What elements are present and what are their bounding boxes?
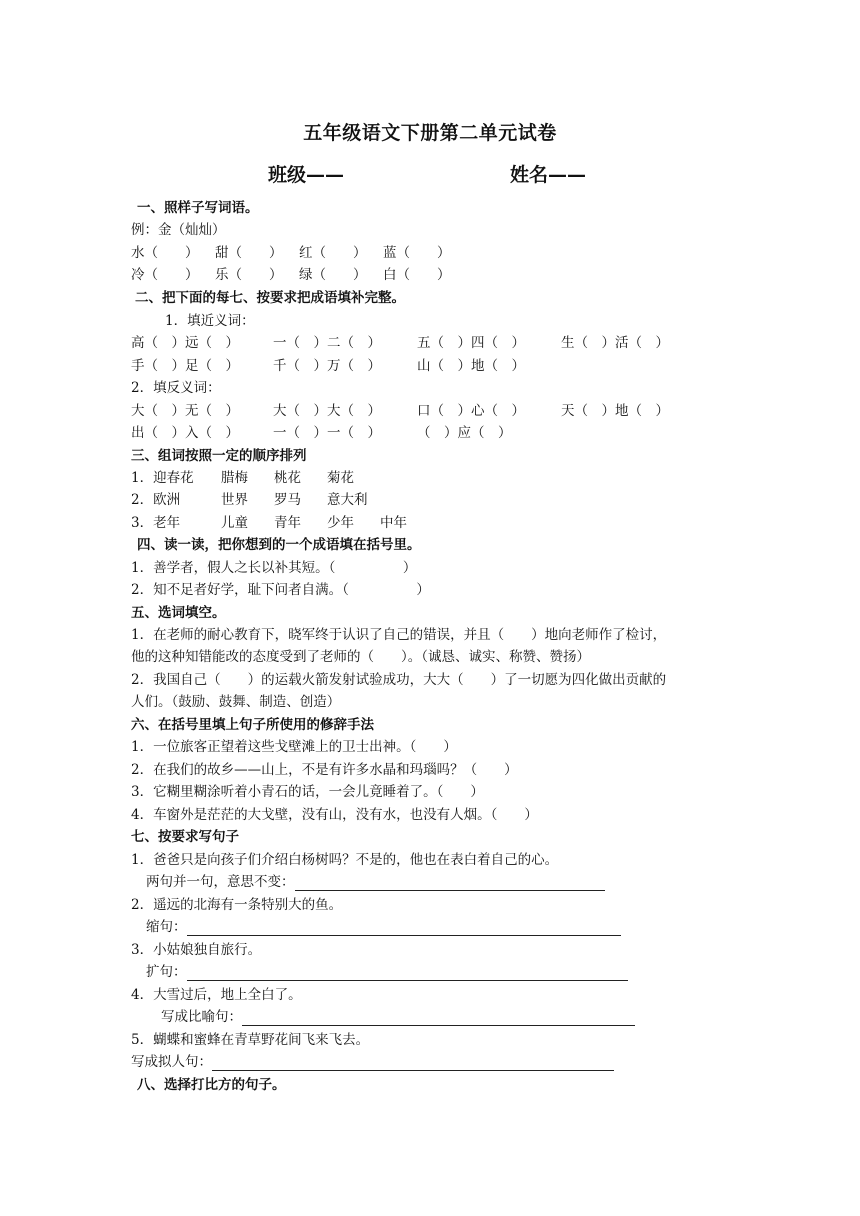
s3-word: 1．迎春花	[131, 470, 194, 486]
s7-question-3: 3．小姑娘独自旅行。	[131, 942, 262, 958]
s2-sub-1: 1．填近义词：	[165, 313, 255, 329]
s3-word: 2．欧洲	[131, 492, 181, 508]
s1-item: 白（ ）	[383, 267, 451, 283]
s5-question-1-line-2: 他的这种知错能改的态度受到了老师的（ ）。（诚恳、诚实、称赞、赞扬）	[131, 649, 590, 665]
s2-item: 山（ ）地（ ）	[417, 358, 525, 374]
s7-question-2: 2．遥远的北海有一条特别大的鱼。	[131, 897, 343, 913]
name-label: 姓名——	[510, 164, 587, 186]
s5-question-2-line-2: 人们。（鼓励、鼓舞、制造、创造）	[131, 694, 341, 710]
s2-item: 五（ ）四（ ）	[417, 335, 525, 351]
s7-prompt: 写成拟人句：	[131, 1054, 212, 1070]
s1-item: 水（ ）	[131, 245, 199, 261]
answer-line[interactable]	[187, 966, 628, 981]
s2-item: 口（ ）心（ ）	[417, 403, 525, 419]
s1-item: 红（ ）	[299, 245, 367, 261]
s2-item: 大（ ）无（ ）	[131, 403, 239, 419]
s6-question-2: 2．在我们的故乡——山上，不是有许多水晶和玛瑙吗？（ ）	[131, 762, 518, 778]
s2-item: 大（ ）大（ ）	[273, 403, 381, 419]
s3-word: 儿童	[221, 515, 248, 531]
s1-item: 甜（ ）	[215, 245, 283, 261]
s7-question-4: 4．大雪过后，地上全白了。	[131, 987, 302, 1003]
s7-question-5: 5．蝴蝶和蜜蜂在青草野花间飞来飞去。	[131, 1032, 370, 1048]
section-8-heading: 八、选择打比方的句子。	[137, 1077, 286, 1093]
s7-answer-row-4	[161, 1008, 635, 1026]
s1-row-2	[131, 266, 451, 284]
s1-item: 绿（ ）	[299, 267, 367, 283]
section-7-heading: 七、按要求写句子	[131, 829, 239, 845]
section-6-heading: 六、在括号里填上句子所使用的修辞手法	[131, 717, 374, 733]
s2-row-4	[131, 424, 512, 442]
s2-item: 出（ ）入（ ）	[131, 425, 239, 441]
s2-item: 生（ ）活（ ）	[561, 335, 669, 351]
section-4-heading: 四、读一读，把你想到的一个成语填在括号里。	[137, 537, 421, 553]
s3-word: 罗马	[274, 492, 301, 508]
s3-row-1	[131, 469, 354, 487]
s3-word: 世界	[221, 492, 248, 508]
s4-question-1: 1．善学者，假人之长以补其短。（ ）	[131, 560, 417, 576]
s2-item: 天（ ）地（ ）	[561, 403, 669, 419]
s2-item: 一（ ）二（ ）	[273, 335, 381, 351]
s7-answer-row-1	[146, 873, 605, 891]
s2-item: 高（ ）远（ ）	[131, 335, 239, 351]
s3-row-2	[131, 491, 368, 509]
s2-row-3	[131, 402, 669, 420]
s4-question-2: 2．知不足者好学，耻下问者自满。（ ）	[131, 582, 430, 598]
s1-item: 冷（ ）	[131, 267, 199, 283]
s6-question-4: 4．车窗外是茫茫的大戈壁，没有山，没有水，也没有人烟。（ ）	[131, 807, 538, 823]
s3-word: 桃花	[274, 470, 301, 486]
s5-question-2-line-1: 2．我国自己（ ）的运载火箭发射试验成功，大大（ ）了一切愿为四化做出贡献的	[131, 672, 667, 688]
s7-prompt: 缩句：	[146, 919, 187, 935]
section-5-heading: 五、选词填空。	[131, 605, 226, 621]
answer-line[interactable]	[242, 1011, 635, 1026]
s6-question-1: 1．一位旅客正望着这些戈壁滩上的卫士出神。（ ）	[131, 739, 457, 755]
s3-word: 中年	[380, 515, 407, 531]
s1-item: 蓝（ ）	[383, 245, 451, 261]
s6-question-3: 3．它糊里糊涂听着小青石的话，一会儿竟睡着了。（ ）	[131, 784, 484, 800]
class-label: 班级——	[268, 164, 345, 186]
s7-answer-row-2	[146, 918, 621, 936]
s7-question-1: 1．爸爸只是向孩子们介绍白杨树吗？不是的，他也在表白着自己的心。	[131, 852, 559, 868]
s2-item: 千（ ）万（ ）	[273, 358, 381, 374]
s2-row-2	[131, 357, 525, 375]
s3-word: 意大利	[327, 492, 368, 508]
s1-row-1	[131, 244, 451, 262]
answer-line[interactable]	[295, 876, 605, 891]
s7-answer-row-3	[146, 963, 628, 981]
page-title: 五年级语文下册第二单元试卷	[303, 122, 557, 144]
s2-sub-2: 2．填反义词：	[131, 380, 221, 396]
answer-line[interactable]	[212, 1056, 614, 1071]
s3-word: 菊花	[327, 470, 354, 486]
s3-word: 3．老年	[131, 515, 181, 531]
s7-prompt: 扩句：	[146, 964, 187, 980]
answer-line[interactable]	[187, 921, 621, 936]
s7-prompt: 两句并一句，意思不变：	[146, 874, 295, 890]
s2-item: 手（ ）足（ ）	[131, 358, 239, 374]
s1-item: 乐（ ）	[215, 267, 283, 283]
s7-answer-row-5	[131, 1053, 614, 1071]
s3-word: 少年	[327, 515, 354, 531]
s3-row-3	[131, 514, 407, 532]
s7-prompt: 写成比喻句：	[161, 1009, 242, 1025]
s2-item: 一（ ）一（ ）	[273, 425, 381, 441]
section-1-heading: 一、照样子写词语。	[137, 200, 259, 216]
section-3-heading: 三、组词按照一定的顺序排列	[131, 448, 307, 464]
s1-example: 例：金（灿灿）	[131, 222, 226, 238]
s2-row-1	[131, 334, 669, 352]
s2-item: （ ）应（ ）	[417, 425, 512, 441]
section-2-heading: 二、把下面的每七、按要求把成语填补完整。	[135, 290, 405, 306]
s5-question-1-line-1: 1．在老师的耐心教育下，晓军终于认识了自己的错误，并且（ ）地向老师作了检讨，	[131, 627, 667, 643]
s3-word: 腊梅	[221, 470, 248, 486]
s3-word: 青年	[274, 515, 301, 531]
